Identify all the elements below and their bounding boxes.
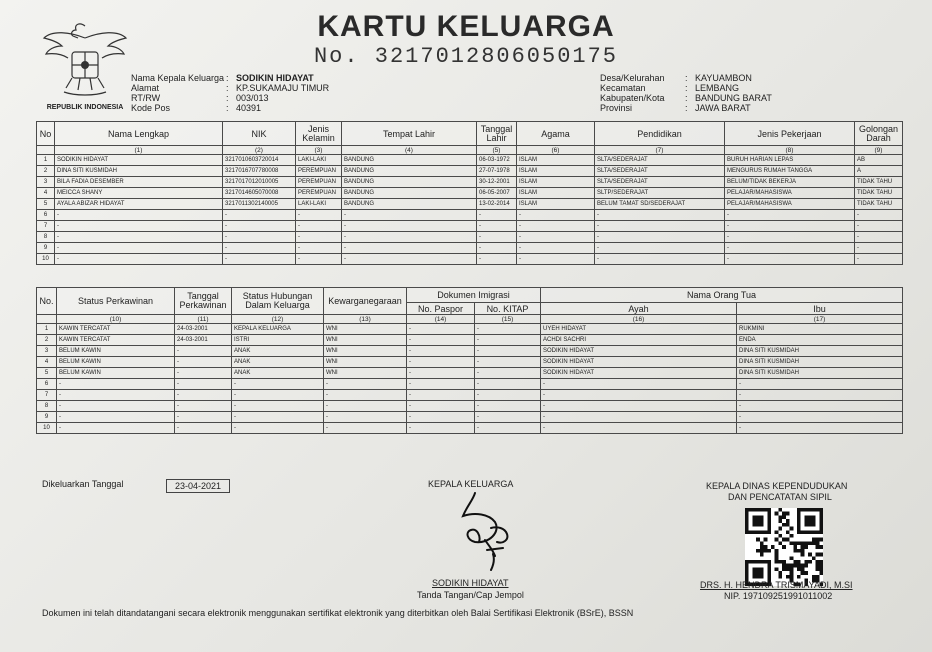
table-row bbox=[37, 346, 903, 357]
electronic-signature-disclaimer: Dokumen ini telah ditandatangani secara elektronik menggunakan sertifikat elektronik yang diterbitkan oleh Balai Sertifikasi Elektronik (BSrE), BSSN bbox=[42, 608, 634, 618]
column-number-cell: (3) bbox=[296, 146, 342, 155]
table-cell: - bbox=[541, 379, 737, 390]
column-number-cell: (7) bbox=[595, 146, 725, 155]
table-cell: - bbox=[477, 221, 517, 232]
table-cell: 5 bbox=[37, 368, 57, 379]
table-row bbox=[37, 243, 903, 254]
table-cell: - bbox=[855, 210, 903, 221]
table-cell: PEREMPUAN bbox=[296, 177, 342, 188]
table-cell: - bbox=[477, 210, 517, 221]
table-cell: - bbox=[407, 368, 475, 379]
header-cell: Nama Lengkap bbox=[55, 122, 223, 146]
table-cell: - bbox=[407, 324, 475, 335]
table-cell: DINA SITI KUSMIDAH bbox=[737, 346, 903, 357]
table-cell: - bbox=[475, 423, 541, 434]
table-cell: MEICCA SHANY bbox=[55, 188, 223, 199]
document-number: No. 3217012806050175 bbox=[313, 44, 619, 69]
table-cell: - bbox=[737, 423, 903, 434]
column-number-cell bbox=[37, 146, 55, 155]
table-cell: - bbox=[517, 221, 595, 232]
document-title: KARTU KELUARGA bbox=[317, 10, 615, 43]
table-cell: - bbox=[407, 357, 475, 368]
table-cell: - bbox=[595, 254, 725, 265]
agency-title-line2: DAN PENCATATAN SIPIL bbox=[728, 492, 832, 502]
column-number-cell: (10) bbox=[57, 315, 175, 324]
table-cell: - bbox=[296, 254, 342, 265]
header-cell: No bbox=[37, 122, 55, 146]
table-cell: - bbox=[477, 232, 517, 243]
table-cell: - bbox=[407, 423, 475, 434]
table-cell: SLTA/SEDERAJAT bbox=[595, 155, 725, 166]
table-cell: SLTP/SEDERAJAT bbox=[595, 188, 725, 199]
table-cell: SODIKIN HIDAYAT bbox=[541, 357, 737, 368]
table-cell: - bbox=[175, 357, 232, 368]
table-cell: 06-03-1972 bbox=[477, 155, 517, 166]
table-cell: - bbox=[175, 412, 232, 423]
table-cell: - bbox=[223, 254, 296, 265]
table-row bbox=[37, 335, 903, 346]
table-cell: - bbox=[737, 412, 903, 423]
table-cell: BANDUNG bbox=[342, 166, 477, 177]
table-cell: 3217017012010005 bbox=[223, 177, 296, 188]
table-cell: BANDUNG bbox=[342, 188, 477, 199]
table-cell: - bbox=[175, 401, 232, 412]
table-cell: AB bbox=[855, 155, 903, 166]
table-cell: ISTRI bbox=[232, 335, 324, 346]
table-cell: SLTA/SEDERAJAT bbox=[595, 177, 725, 188]
table-cell: - bbox=[55, 243, 223, 254]
table-cell: 8 bbox=[37, 232, 55, 243]
table-row bbox=[37, 412, 903, 423]
table-cell: - bbox=[232, 412, 324, 423]
issued-label: Dikeluarkan Tanggal bbox=[42, 479, 124, 489]
table-cell: - bbox=[324, 412, 407, 423]
table-cell: KEPALA KELUARGA bbox=[232, 324, 324, 335]
header-cell: No. Paspor bbox=[407, 303, 475, 315]
table-row bbox=[37, 177, 903, 188]
table-cell: SODIKIN HIDAYAT bbox=[541, 346, 737, 357]
table-cell: - bbox=[725, 232, 855, 243]
table-cell: ANAK bbox=[232, 346, 324, 357]
table-cell: 4 bbox=[37, 188, 55, 199]
table-cell: - bbox=[475, 368, 541, 379]
info-row: Kecamatan : LEMBANG bbox=[600, 83, 740, 93]
head-of-family-name: SODIKIN HIDAYAT bbox=[432, 578, 509, 588]
table-row bbox=[37, 357, 903, 368]
table-cell: - bbox=[324, 423, 407, 434]
table-cell: PELAJAR/MAHASISWA bbox=[725, 188, 855, 199]
table-cell: BANDUNG bbox=[342, 155, 477, 166]
table-cell: - bbox=[232, 423, 324, 434]
table-cell: - bbox=[475, 379, 541, 390]
table-cell: - bbox=[407, 401, 475, 412]
table-cell: - bbox=[57, 412, 175, 423]
table-cell: - bbox=[175, 390, 232, 401]
table-cell: PEREMPUAN bbox=[296, 188, 342, 199]
table-row bbox=[37, 199, 903, 210]
table-row bbox=[37, 401, 903, 412]
signature-icon bbox=[445, 488, 530, 573]
column-number-cell: (6) bbox=[517, 146, 595, 155]
info-row: Kode Pos : 40391 bbox=[131, 103, 262, 113]
table-cell: - bbox=[55, 221, 223, 232]
table-cell: 6 bbox=[37, 210, 55, 221]
table2-body bbox=[37, 315, 903, 434]
table-cell: LAKI-LAKI bbox=[296, 155, 342, 166]
table-cell: - bbox=[737, 390, 903, 401]
table-cell: - bbox=[223, 243, 296, 254]
info-row: Nama Kepala Keluarga : SODIKIN HIDAYAT bbox=[131, 73, 314, 83]
column-number-cell: (4) bbox=[342, 146, 477, 155]
table-cell: 2 bbox=[37, 166, 55, 177]
official-nip: NIP. 197109251991011002 bbox=[724, 591, 833, 601]
table-cell: ISLAM bbox=[517, 199, 595, 210]
table-cell: - bbox=[477, 254, 517, 265]
table-row bbox=[37, 155, 903, 166]
table-cell: AYALA ABIZAR HIDAYAT bbox=[55, 199, 223, 210]
table-cell: TIDAK TAHU bbox=[855, 199, 903, 210]
table-cell: - bbox=[296, 232, 342, 243]
column-number-cell: (13) bbox=[324, 315, 407, 324]
table-cell: 5 bbox=[37, 199, 55, 210]
table-cell: WNI bbox=[324, 357, 407, 368]
column-number-cell: (8) bbox=[725, 146, 855, 155]
table-cell: 27-07-1978 bbox=[477, 166, 517, 177]
table-cell: - bbox=[725, 221, 855, 232]
table-cell: SODIKIN HIDAYAT bbox=[55, 155, 223, 166]
table-cell: TIDAK TAHU bbox=[855, 188, 903, 199]
column-number-cell: (14) bbox=[407, 315, 475, 324]
table-cell: BANDUNG bbox=[342, 177, 477, 188]
table-cell: - bbox=[296, 221, 342, 232]
table-cell: - bbox=[232, 401, 324, 412]
table-cell: - bbox=[55, 210, 223, 221]
info-row: Alamat : KP.SUKAMAJU TIMUR bbox=[131, 83, 330, 93]
head-of-family-label: KEPALA KELUARGA bbox=[428, 479, 514, 489]
table-cell: - bbox=[517, 210, 595, 221]
table-cell: - bbox=[296, 210, 342, 221]
table-cell: 10 bbox=[37, 423, 57, 434]
column-number-cell bbox=[37, 315, 57, 324]
household-info-right bbox=[600, 73, 772, 113]
table-cell: - bbox=[57, 401, 175, 412]
table-cell: - bbox=[342, 232, 477, 243]
table-cell: - bbox=[855, 243, 903, 254]
header-cell: Nama Orang Tua bbox=[541, 288, 903, 303]
table-row bbox=[37, 254, 903, 265]
table-cell: - bbox=[517, 232, 595, 243]
qr-code-icon bbox=[745, 508, 823, 586]
table-cell: - bbox=[517, 254, 595, 265]
header-cell: Jenis Pekerjaan bbox=[725, 122, 855, 146]
table-cell: ANAK bbox=[232, 368, 324, 379]
column-number-cell: (5) bbox=[477, 146, 517, 155]
table-cell: - bbox=[595, 243, 725, 254]
table-cell: DINA SITI KUSMIDAH bbox=[55, 166, 223, 177]
column-number-cell: (15) bbox=[475, 315, 541, 324]
table-cell: - bbox=[324, 401, 407, 412]
table-cell: BELUM KAWIN bbox=[57, 346, 175, 357]
table-cell: - bbox=[737, 379, 903, 390]
table1-header bbox=[37, 122, 903, 146]
table-cell: TIDAK TAHU bbox=[855, 177, 903, 188]
table-cell: WNI bbox=[324, 324, 407, 335]
table-cell: - bbox=[595, 221, 725, 232]
header-cell: Tanggal Perkawinan bbox=[175, 288, 232, 315]
table-cell: MENGURUS RUMAH TANGGA bbox=[725, 166, 855, 177]
table-cell: 7 bbox=[37, 390, 57, 401]
table-cell: 2 bbox=[37, 335, 57, 346]
table-cell: - bbox=[407, 390, 475, 401]
table1-body bbox=[37, 146, 903, 265]
table-cell: SLTA/SEDERAJAT bbox=[595, 166, 725, 177]
table-cell: - bbox=[725, 210, 855, 221]
table-cell: 1 bbox=[37, 324, 57, 335]
table-cell: - bbox=[57, 423, 175, 434]
family-members-table bbox=[36, 121, 903, 265]
column-number-cell: (12) bbox=[232, 315, 324, 324]
table-cell: - bbox=[175, 368, 232, 379]
table-cell: UYEH HIDAYAT bbox=[541, 324, 737, 335]
header-cell: Tempat Lahir bbox=[342, 122, 477, 146]
info-row: Kabupaten/Kota : BANDUNG BARAT bbox=[600, 93, 772, 103]
table-cell: WNI bbox=[324, 368, 407, 379]
header-cell: Kewarganegaraan bbox=[324, 288, 407, 315]
table-cell: - bbox=[175, 379, 232, 390]
header-cell: Status Perkawinan bbox=[57, 288, 175, 315]
table-cell: BELUM KAWIN bbox=[57, 357, 175, 368]
table-cell: - bbox=[232, 390, 324, 401]
agency-title-line1: KEPALA DINAS KEPENDUDUKAN bbox=[706, 481, 848, 491]
table-cell: 8 bbox=[37, 401, 57, 412]
table-cell: BELUM KAWIN bbox=[57, 368, 175, 379]
table-cell: 1 bbox=[37, 155, 55, 166]
table-cell: - bbox=[55, 232, 223, 243]
column-number-cell: (9) bbox=[855, 146, 903, 155]
table-row bbox=[37, 232, 903, 243]
table-cell: - bbox=[223, 221, 296, 232]
table-cell: - bbox=[855, 254, 903, 265]
table-cell: ANAK bbox=[232, 357, 324, 368]
header-cell: NIK bbox=[223, 122, 296, 146]
table-cell: 4 bbox=[37, 357, 57, 368]
table-row bbox=[37, 221, 903, 232]
table-cell: - bbox=[407, 335, 475, 346]
table-cell: - bbox=[324, 379, 407, 390]
table-cell: 13-02-2014 bbox=[477, 199, 517, 210]
table-cell: - bbox=[407, 346, 475, 357]
table-row bbox=[37, 379, 903, 390]
table-cell: 24-03-2001 bbox=[175, 324, 232, 335]
table-cell: KAWIN TERCATAT bbox=[57, 335, 175, 346]
table-cell: 9 bbox=[37, 243, 55, 254]
table-cell: - bbox=[737, 401, 903, 412]
header-cell: Ayah bbox=[541, 303, 737, 315]
table-cell: ISLAM bbox=[517, 188, 595, 199]
table-cell: 3217016707780008 bbox=[223, 166, 296, 177]
table-row bbox=[37, 368, 903, 379]
table-cell: - bbox=[475, 357, 541, 368]
column-number-cell: (16) bbox=[541, 315, 737, 324]
emblem-label: REPUBLIK INDONESIA bbox=[46, 104, 124, 111]
table-cell: - bbox=[223, 210, 296, 221]
table-cell: 3217010603720014 bbox=[223, 155, 296, 166]
header-cell: Pendidikan bbox=[595, 122, 725, 146]
table-cell: 3217014605070008 bbox=[223, 188, 296, 199]
table-row bbox=[37, 423, 903, 434]
table-cell: ISLAM bbox=[517, 166, 595, 177]
table-cell: - bbox=[407, 379, 475, 390]
table-cell: BELUM TAMAT SD/SEDERAJAT bbox=[595, 199, 725, 210]
table-cell: BILA FADIA DESEMBER bbox=[55, 177, 223, 188]
info-row: Provinsi : JAWA BARAT bbox=[600, 103, 751, 113]
table-cell: - bbox=[855, 232, 903, 243]
table-row bbox=[37, 188, 903, 199]
household-info-left bbox=[131, 73, 329, 113]
table-cell: - bbox=[342, 254, 477, 265]
signature-caption: Tanda Tangan/Cap Jempol bbox=[417, 590, 524, 600]
table-cell: - bbox=[296, 243, 342, 254]
table-cell: ISLAM bbox=[517, 155, 595, 166]
table-cell: ENDA bbox=[737, 335, 903, 346]
header-cell: Agama bbox=[517, 122, 595, 146]
info-row: RT/RW : 003/013 bbox=[131, 93, 269, 103]
table-cell: ISLAM bbox=[517, 177, 595, 188]
table-cell: 6 bbox=[37, 379, 57, 390]
table2-header bbox=[37, 288, 903, 315]
table-cell: - bbox=[55, 254, 223, 265]
column-number-cell: (1) bbox=[55, 146, 223, 155]
table-cell: LAKI-LAKI bbox=[296, 199, 342, 210]
table-row bbox=[37, 324, 903, 335]
table-cell: A bbox=[855, 166, 903, 177]
table-cell: - bbox=[477, 243, 517, 254]
header-cell: Status Hubungan Dalam Keluarga bbox=[232, 288, 324, 315]
header-cell: Golongan Darah bbox=[855, 122, 903, 146]
official-name: DRS. H. HENDRA TRISMAYADI, M.SI bbox=[700, 580, 853, 590]
header-cell: No. bbox=[37, 288, 57, 315]
table-cell: - bbox=[342, 221, 477, 232]
table-cell: WNI bbox=[324, 335, 407, 346]
table-cell: KAWIN TERCATAT bbox=[57, 324, 175, 335]
table-cell: 3 bbox=[37, 177, 55, 188]
table-cell: - bbox=[475, 335, 541, 346]
table-cell: - bbox=[475, 412, 541, 423]
table-cell: 3217011302140005 bbox=[223, 199, 296, 210]
table-cell: 9 bbox=[37, 412, 57, 423]
table-cell: - bbox=[541, 390, 737, 401]
table-cell: - bbox=[517, 243, 595, 254]
table-row bbox=[37, 210, 903, 221]
table-cell: ACHDI SACHRI bbox=[541, 335, 737, 346]
table-cell: - bbox=[232, 379, 324, 390]
table-cell: BURUH HARIAN LEPAS bbox=[725, 155, 855, 166]
table-cell: - bbox=[342, 243, 477, 254]
table-cell: - bbox=[223, 232, 296, 243]
table-row bbox=[37, 166, 903, 177]
table-cell: - bbox=[175, 423, 232, 434]
column-number-row bbox=[37, 146, 903, 155]
table-cell: WNI bbox=[324, 346, 407, 357]
header-cell: Ibu bbox=[737, 303, 903, 315]
table-cell: DINA SITI KUSMIDAH bbox=[737, 357, 903, 368]
table-cell: - bbox=[855, 221, 903, 232]
table-cell: PEREMPUAN bbox=[296, 166, 342, 177]
table-cell: - bbox=[407, 412, 475, 423]
column-number-row bbox=[37, 315, 903, 324]
table-cell: - bbox=[57, 379, 175, 390]
issued-date: 23-04-2021 bbox=[166, 479, 230, 493]
table-row bbox=[37, 390, 903, 401]
table-cell: - bbox=[175, 346, 232, 357]
table-cell: - bbox=[725, 243, 855, 254]
table-cell: DINA SITI KUSMIDAH bbox=[737, 368, 903, 379]
table-cell: PELAJAR/MAHASISWA bbox=[725, 199, 855, 210]
header-cell: Dokumen Imigrasi bbox=[407, 288, 541, 303]
column-number-cell: (17) bbox=[737, 315, 903, 324]
table-cell: BELUM/TIDAK BEKERJA bbox=[725, 177, 855, 188]
table-cell: 7 bbox=[37, 221, 55, 232]
table-cell: - bbox=[541, 423, 737, 434]
header-cell: Tanggal Lahir bbox=[477, 122, 517, 146]
family-status-table bbox=[36, 287, 903, 434]
header-cell: No. KITAP bbox=[475, 303, 541, 315]
table-cell: - bbox=[541, 401, 737, 412]
table-cell: 06-05-2007 bbox=[477, 188, 517, 199]
table-cell: RUKMINI bbox=[737, 324, 903, 335]
table-cell: 3 bbox=[37, 346, 57, 357]
table-cell: - bbox=[324, 390, 407, 401]
column-number-cell: (2) bbox=[223, 146, 296, 155]
table-cell: - bbox=[57, 390, 175, 401]
table-cell: - bbox=[595, 210, 725, 221]
table-cell: - bbox=[475, 346, 541, 357]
table-cell: - bbox=[475, 401, 541, 412]
header-cell: Jenis Kelamin bbox=[296, 122, 342, 146]
table-cell: - bbox=[475, 324, 541, 335]
table-cell: - bbox=[541, 412, 737, 423]
table-cell: 24-03-2001 bbox=[175, 335, 232, 346]
table-cell: - bbox=[475, 390, 541, 401]
table-cell: BANDUNG bbox=[342, 199, 477, 210]
table-cell: - bbox=[725, 254, 855, 265]
table-cell: SODIKIN HIDAYAT bbox=[541, 368, 737, 379]
table-cell: 10 bbox=[37, 254, 55, 265]
column-number-cell: (11) bbox=[175, 315, 232, 324]
table-cell: - bbox=[342, 210, 477, 221]
table-cell: 30-12-2001 bbox=[477, 177, 517, 188]
table-cell: - bbox=[595, 232, 725, 243]
info-row: Desa/Kelurahan : KAYUAMBON bbox=[600, 73, 752, 83]
